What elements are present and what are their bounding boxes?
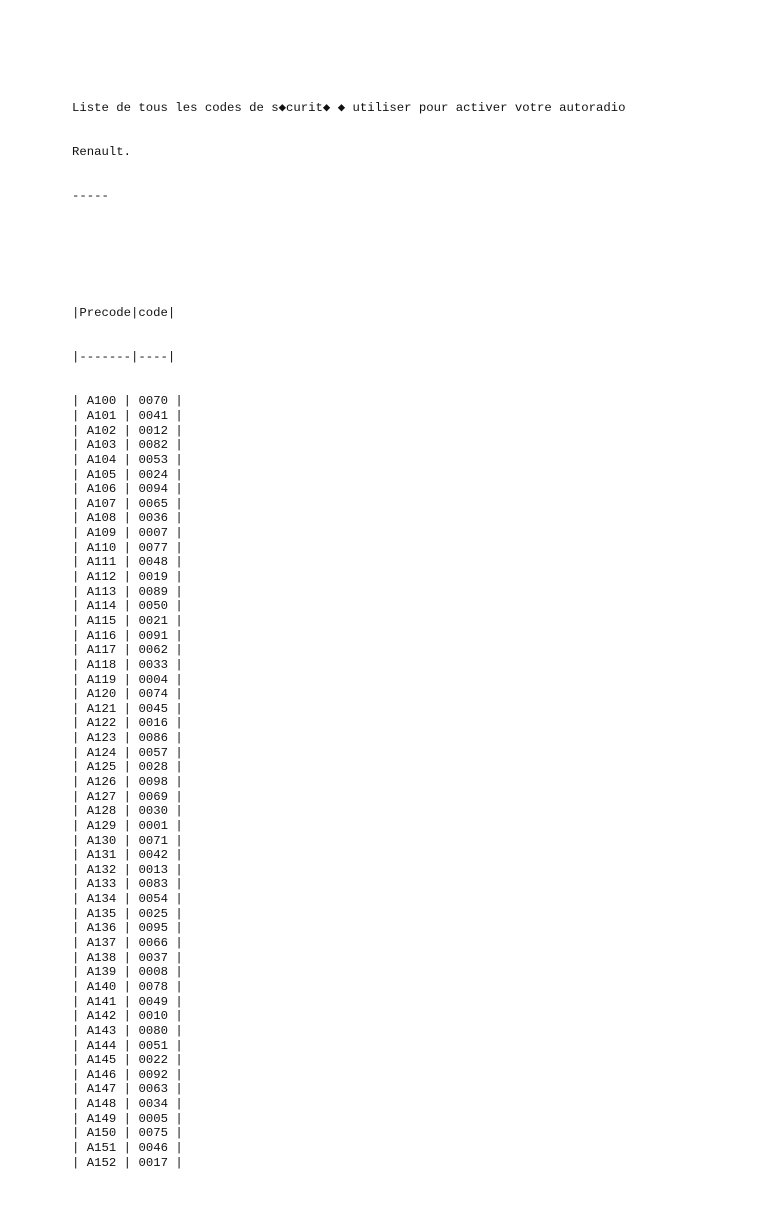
table-row: | A111 | 0048 |	[72, 555, 183, 570]
table-row: | A151 | 0046 |	[72, 1141, 183, 1156]
precode-cell: A115	[86, 613, 117, 628]
table-row: | A143 | 0080 |	[72, 1023, 183, 1038]
precode-cell: A133	[86, 877, 117, 892]
table-row: | A118 | 0033 |	[72, 657, 183, 672]
precode-cell: A105	[86, 467, 117, 482]
code-cell: 0028	[138, 760, 168, 775]
code-cell: 0001	[138, 818, 168, 833]
table-row: | A128 | 0030 |	[72, 804, 183, 819]
table-row: | A127 | 0069 |	[72, 789, 183, 804]
code-cell: 0075	[138, 1126, 168, 1141]
code-cell: 0048	[138, 555, 168, 570]
code-cell: 0021	[138, 613, 168, 628]
precode-cell: A150	[86, 1126, 117, 1141]
table-row: | A136 | 0095 |	[72, 921, 183, 936]
code-cell: 0054	[138, 892, 168, 907]
precode-cell: A134	[86, 892, 117, 907]
code-cell: 0008	[138, 965, 168, 980]
table-row: | A122 | 0016 |	[72, 716, 183, 731]
code-cell: 0019	[138, 570, 168, 585]
table-row: | A130 | 0071 |	[72, 833, 183, 848]
precode-cell: A127	[86, 789, 117, 804]
code-cell: 0037	[138, 950, 168, 965]
code-cell: 0013	[138, 862, 168, 877]
precode-cell: A107	[86, 496, 117, 511]
codes-table	[72, 277, 626, 1199]
precode-cell: A100	[86, 394, 117, 409]
precode-cell: A146	[86, 1067, 117, 1082]
precode-cell: A121	[86, 701, 117, 716]
table-row: | A131 | 0042 |	[72, 848, 183, 863]
intro-line-1: Liste de tous les codes de s◆curit◆ ◆ utiliser pour activer votre autoradio	[72, 101, 626, 116]
precode-cell: A128	[86, 804, 117, 819]
precode-cell: A132	[86, 862, 117, 877]
table-row: | A117 | 0062 |	[72, 643, 183, 658]
precode-cell: A117	[86, 643, 117, 658]
code-cell: 0069	[138, 789, 168, 804]
table-row: | A135 | 0025 |	[72, 906, 183, 921]
table-row: | A115 | 0021 |	[72, 613, 183, 628]
code-cell: 0036	[138, 511, 168, 526]
precode-cell: A123	[86, 731, 117, 746]
table-row: | A109 | 0007 |	[72, 526, 183, 541]
table-row: | A145 | 0022 |	[72, 1053, 183, 1068]
code-cell: 0010	[138, 1009, 168, 1024]
code-cell: 0041	[138, 408, 168, 423]
code-cell: 0062	[138, 643, 168, 658]
code-cell: 0082	[138, 438, 168, 453]
table-row: | A106 | 0094 |	[72, 482, 183, 497]
table-row: | A144 | 0051 |	[72, 1038, 183, 1053]
precode-cell: A145	[86, 1053, 117, 1068]
table-row: | A116 | 0091 |	[72, 628, 183, 643]
table-row: | A129 | 0001 |	[72, 818, 183, 833]
precode-cell: A141	[86, 994, 117, 1009]
table-row: | A141 | 0049 |	[72, 994, 183, 1009]
code-cell: 0063	[138, 1082, 168, 1097]
table-row: | A132 | 0013 |	[72, 862, 183, 877]
table-row: | A152 | 0017 |	[72, 1155, 183, 1170]
table-row: | A105 | 0024 |	[72, 467, 183, 482]
code-cell: 0025	[138, 906, 168, 921]
table-row: | A120 | 0074 |	[72, 687, 183, 702]
code-cell: 0077	[138, 540, 168, 555]
code-cell: 0051	[138, 1038, 168, 1053]
table-row: | A140 | 0078 |	[72, 979, 183, 994]
precode-cell: A138	[86, 950, 117, 965]
table-row: | A100 | 0070 |	[72, 394, 183, 409]
code-cell: 0022	[138, 1053, 168, 1068]
code-cell: 0092	[138, 1067, 168, 1082]
precode-cell: A143	[86, 1023, 117, 1038]
code-cell: 0033	[138, 657, 168, 672]
table-row: | A124 | 0057 |	[72, 745, 183, 760]
code-cell: 0034	[138, 1097, 168, 1112]
precode-cell: A122	[86, 716, 117, 731]
table-row: | A138 | 0037 |	[72, 950, 183, 965]
precode-cell: A119	[86, 672, 117, 687]
precode-cell: A137	[86, 936, 117, 951]
code-cell: 0030	[138, 804, 168, 819]
code-cell: 0053	[138, 452, 168, 467]
table-row: | A113 | 0089 |	[72, 584, 183, 599]
table-row: | A150 | 0075 |	[72, 1126, 183, 1141]
code-cell: 0078	[138, 979, 168, 994]
code-cell: 0074	[138, 687, 168, 702]
precode-cell: A130	[86, 833, 117, 848]
precode-cell: A152	[86, 1155, 117, 1170]
table-row: | A102 | 0012 |	[72, 423, 183, 438]
precode-cell: A102	[86, 423, 117, 438]
code-cell: 0024	[138, 467, 168, 482]
precode-cell: A149	[86, 1111, 117, 1126]
table-row: | A149 | 0005 |	[72, 1111, 183, 1126]
code-cell: 0005	[138, 1111, 168, 1126]
precode-cell: A104	[86, 452, 117, 467]
table-divider-row: |-------|----|	[72, 350, 176, 365]
table-row: | A133 | 0083 |	[72, 877, 183, 892]
code-cell: 0091	[138, 628, 168, 643]
precode-cell: A140	[86, 979, 117, 994]
precode-cell: A139	[86, 965, 117, 980]
code-cell: 0089	[138, 584, 168, 599]
code-cell: 0098	[138, 775, 168, 789]
table-row: | A126 | 0098 |	[72, 775, 183, 789]
code-cell: 0070	[138, 394, 168, 409]
code-cell: 0066	[138, 936, 168, 951]
table-row: | A146 | 0092 |	[72, 1067, 183, 1082]
precode-cell: A112	[86, 570, 117, 585]
precode-cell: A148	[86, 1097, 117, 1112]
precode-cell: A125	[86, 760, 117, 775]
table-row: | A112 | 0019 |	[72, 570, 183, 585]
intro-separator: -----	[72, 189, 109, 204]
precode-cell: A101	[86, 408, 117, 423]
code-cell: 0065	[138, 496, 168, 511]
table-row: | A103 | 0082 |	[72, 438, 183, 453]
table-row: | A101 | 0041 |	[72, 408, 183, 423]
code-cell: 0042	[138, 848, 168, 863]
code-cell: 0095	[138, 921, 168, 936]
precode-cell: A135	[86, 906, 117, 921]
table-row: | A121 | 0045 |	[72, 701, 183, 716]
precode-cell: A114	[86, 599, 117, 614]
code-cell: 0050	[138, 599, 168, 614]
table-row: | A104 | 0053 |	[72, 452, 183, 467]
table-row: | A108 | 0036 |	[72, 511, 183, 526]
precode-cell: A131	[86, 848, 117, 863]
code-cell: 0057	[138, 745, 168, 760]
precode-cell: A106	[86, 482, 117, 497]
table-header-row: |Precode|code|	[72, 306, 176, 321]
code-cell: 0046	[138, 1141, 168, 1156]
table-row: | A107 | 0065 |	[72, 496, 183, 511]
precode-cell: A129	[86, 818, 117, 833]
precode-cell: A108	[86, 511, 117, 526]
code-cell: 0012	[138, 423, 168, 438]
precode-cell: A142	[86, 1009, 117, 1024]
precode-cell: A126	[86, 775, 117, 789]
precode-cell: A136	[86, 921, 117, 936]
table-row: | A148 | 0034 |	[72, 1097, 183, 1112]
code-cell: 0083	[138, 877, 168, 892]
table-row: | A142 | 0010 |	[72, 1009, 183, 1024]
table-row: | A137 | 0066 |	[72, 936, 183, 951]
precode-cell: A147	[86, 1082, 117, 1097]
precode-cell: A110	[86, 540, 117, 555]
document-page	[72, 72, 626, 1214]
code-cell: 0080	[138, 1023, 168, 1038]
table-row: | A110 | 0077 |	[72, 540, 183, 555]
code-cell: 0071	[138, 833, 168, 848]
precode-cell: A103	[86, 438, 117, 453]
precode-cell: A113	[86, 584, 117, 599]
table-row: | A139 | 0008 |	[72, 965, 183, 980]
precode-cell: A151	[86, 1141, 117, 1156]
code-cell: 0049	[138, 994, 168, 1009]
table-row: | A147 | 0063 |	[72, 1082, 183, 1097]
blank-line	[72, 233, 626, 248]
code-cell: 0016	[138, 716, 168, 731]
table-body	[72, 394, 626, 1170]
code-cell: 0004	[138, 672, 168, 687]
precode-cell: A118	[86, 657, 117, 672]
code-cell: 0086	[138, 731, 168, 746]
precode-cell: A124	[86, 745, 117, 760]
precode-cell: A116	[86, 628, 117, 643]
code-cell: 0045	[138, 701, 168, 716]
precode-cell: A109	[86, 526, 117, 541]
table-row: | A123 | 0086 |	[72, 731, 183, 746]
code-cell: 0007	[138, 526, 168, 541]
table-row: | A125 | 0028 |	[72, 760, 183, 775]
intro-line-2: Renault.	[72, 145, 132, 160]
precode-cell: A120	[86, 687, 117, 702]
code-cell: 0017	[138, 1155, 168, 1170]
table-row: | A114 | 0050 |	[72, 599, 183, 614]
precode-cell: A144	[86, 1038, 117, 1053]
precode-cell: A111	[86, 555, 117, 570]
table-row: | A134 | 0054 |	[72, 892, 183, 907]
table-row: | A119 | 0004 |	[72, 672, 183, 687]
code-cell: 0094	[138, 482, 168, 497]
